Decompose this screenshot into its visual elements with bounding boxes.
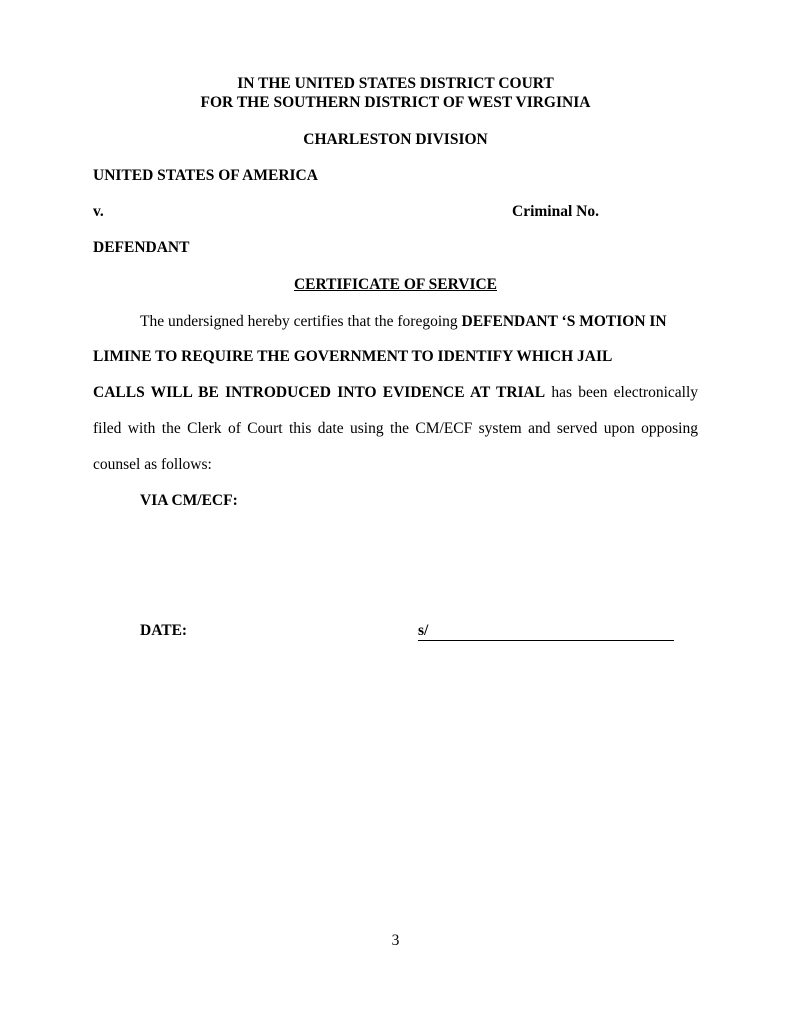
intro-text: The undersigned hereby certifies that the foregoing <box>140 313 458 330</box>
motion-title-part1: DEFENDANT ‘S MOTION IN <box>461 313 667 330</box>
body-line-1 <box>140 313 667 331</box>
division-heading: CHARLESTON DIVISION <box>303 131 488 148</box>
motion-title-part3: CALLS WILL BE INTRODUCED INTO EVIDENCE AT TRIAL <box>93 384 546 401</box>
signature-prefix: s/ <box>418 622 429 639</box>
certificate-title-text: CERTIFICATE OF SERVICE <box>293 276 498 293</box>
court-name-line1: IN THE UNITED STATES DISTRICT COURT <box>237 75 554 92</box>
defendant-name: DEFENDANT <box>93 239 190 256</box>
certificate-title <box>0 276 791 294</box>
body-line-3 <box>93 384 698 402</box>
motion-title-part2: LIMINE TO REQUIRE THE GOVERNMENT TO IDENTIFY WHICH JAIL <box>93 348 613 365</box>
body-text-part1: has been electronically <box>551 384 699 401</box>
date-label: DATE: <box>140 622 188 639</box>
court-name-line2: FOR THE SOUTHERN DISTRICT OF WEST VIRGINIA <box>200 94 591 111</box>
versus-label: v. <box>93 203 104 220</box>
page-number: 3 <box>391 932 400 949</box>
signature-line <box>418 620 674 641</box>
body-line-5: counsel as follows: <box>93 456 212 473</box>
case-number-label: Criminal No. <box>512 203 599 220</box>
body-line-4: filed with the Clerk of Court this date using the CM/ECF system and served upon opposing <box>93 420 698 437</box>
plaintiff-name: UNITED STATES OF AMERICA <box>93 167 318 184</box>
via-cmecf-label: VIA CM/ECF: <box>140 492 238 509</box>
